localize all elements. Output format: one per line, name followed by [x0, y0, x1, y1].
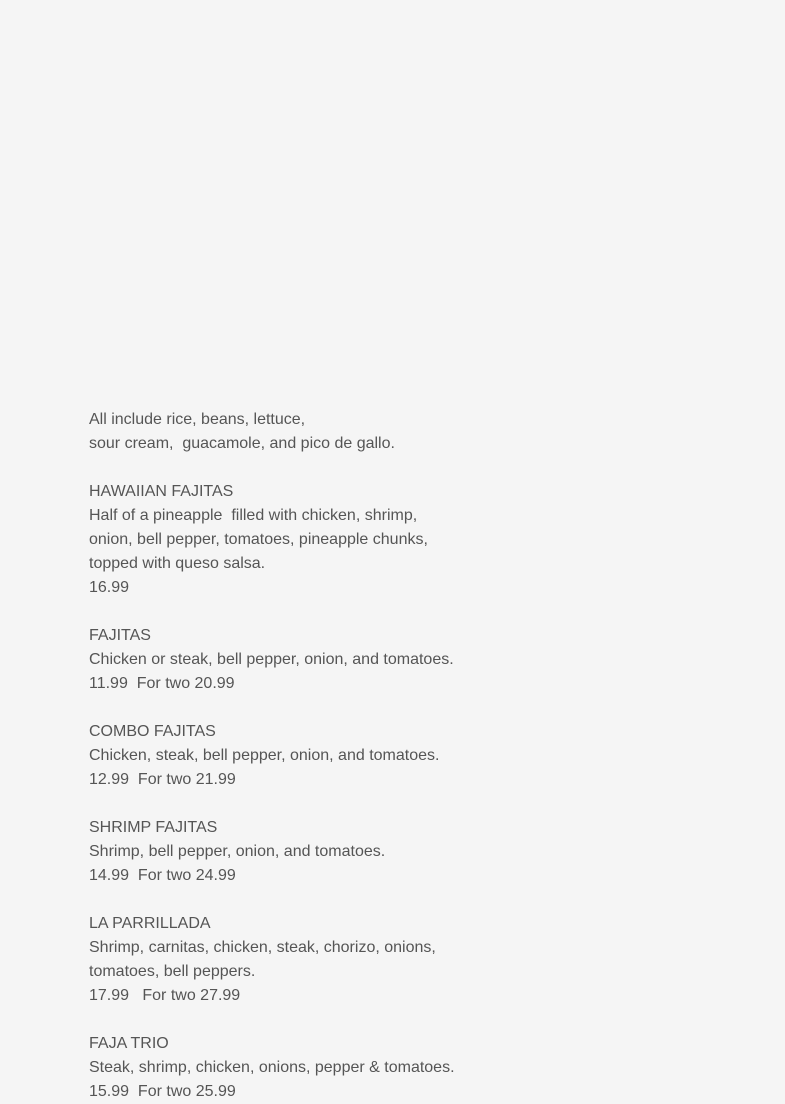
item-description: Half of a pineapple filled with chicken, shrimp, — [89, 507, 418, 524]
item-price: 12.99 For two 21.99 — [89, 771, 236, 788]
fajitas-menu — [89, 408, 549, 1104]
item-description: Chicken, steak, bell pepper, onion, and tomatoes. — [89, 747, 440, 764]
item-name: COMBO FAJITAS — [89, 723, 216, 740]
item-name: HAWAIIAN FAJITAS — [89, 483, 234, 500]
item-price: 11.99 For two 20.99 — [89, 675, 235, 692]
spacer — [89, 1008, 549, 1032]
menu-item-faja-trio — [89, 1032, 549, 1104]
menu-item-la-parrillada — [89, 912, 549, 1008]
item-name: FAJA TRIO — [89, 1035, 169, 1052]
item-description: tomatoes, bell peppers. — [89, 963, 256, 980]
item-name: SHRIMP FAJITAS — [89, 819, 218, 836]
item-price: 17.99 For two 27.99 — [89, 987, 241, 1004]
item-price: 15.99 For two 25.99 — [89, 1083, 236, 1100]
item-name: LA PARRILLADA — [89, 915, 211, 932]
spacer — [89, 888, 549, 912]
item-description: Steak, shrimp, chicken, onions, pepper & tomatoes. — [89, 1059, 455, 1076]
menu-item-fajitas — [89, 624, 549, 696]
menu-item-combo-fajitas — [89, 720, 549, 792]
item-price: 16.99 — [89, 579, 130, 596]
menu-intro — [89, 408, 549, 456]
item-description: topped with queso salsa. — [89, 555, 266, 572]
spacer — [89, 456, 549, 480]
spacer — [89, 600, 549, 624]
intro-line: All include rice, beans, lettuce, — [89, 411, 306, 428]
item-name: FAJITAS — [89, 627, 151, 644]
item-description: Shrimp, carnitas, chicken, steak, chorizo, onions, — [89, 939, 436, 956]
spacer — [89, 792, 549, 816]
menu-item-shrimp-fajitas — [89, 816, 549, 888]
item-price: 14.99 For two 24.99 — [89, 867, 236, 884]
item-description: onion, bell pepper, tomatoes, pineapple chunks, — [89, 531, 428, 548]
item-description: Shrimp, bell pepper, onion, and tomatoes. — [89, 843, 386, 860]
spacer — [89, 696, 549, 720]
item-description: Chicken or steak, bell pepper, onion, and tomatoes. — [89, 651, 454, 668]
menu-item-hawaiian-fajitas — [89, 480, 549, 600]
intro-line: sour cream, guacamole, and pico de gallo. — [89, 435, 395, 452]
